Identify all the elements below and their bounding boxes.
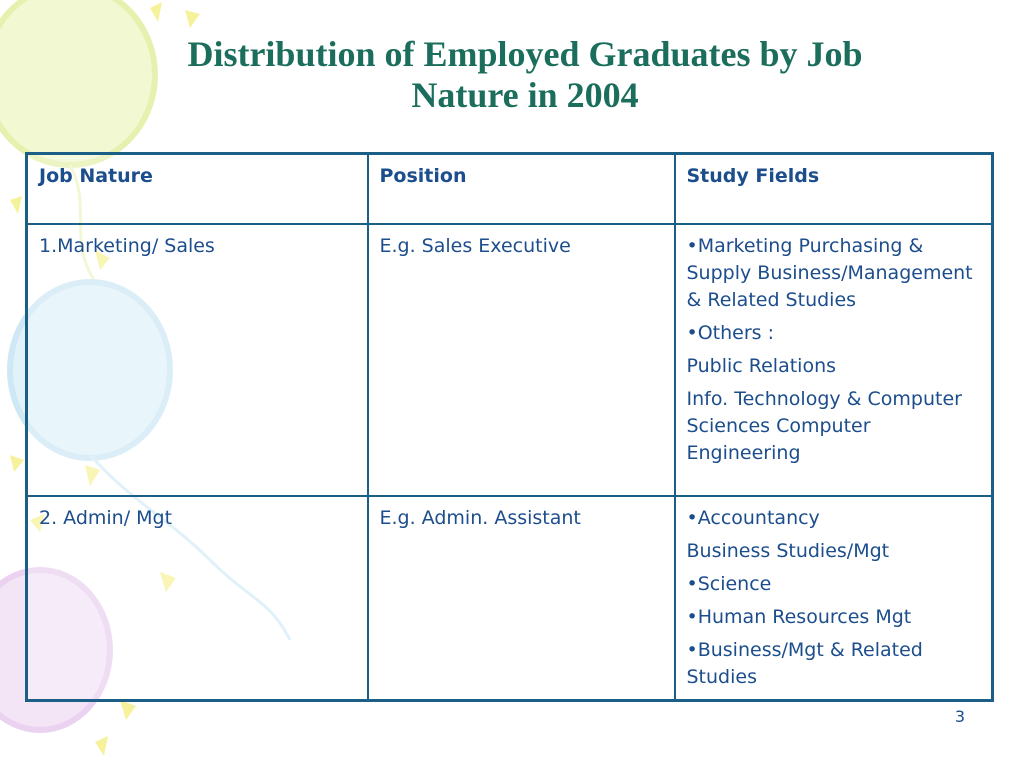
header-study-fields: Study Fields	[675, 154, 993, 224]
job-nature-table	[25, 152, 994, 702]
slide-title-line-1: Distribution of Employed Graduates by Job	[187, 34, 863, 74]
confetti-9	[120, 700, 136, 720]
header-position: Position	[368, 154, 675, 224]
study-fields-cell	[675, 224, 993, 496]
position-cell: E.g. Sales Executive	[368, 224, 675, 496]
position-cell: E.g. Admin. Assistant	[368, 496, 675, 701]
study-field-item: Business Studies/Mgt	[686, 539, 890, 562]
table-header-row	[27, 154, 993, 224]
header-job-nature: Job Nature	[27, 154, 368, 224]
study-field-item: Public Relations	[686, 354, 837, 377]
slide-title	[130, 34, 920, 116]
job-nature-cell: 1.Marketing/ Sales	[27, 224, 368, 496]
confetti-1	[150, 2, 162, 22]
confetti-10	[95, 736, 108, 756]
table-row	[27, 496, 993, 701]
study-field-item: •Others :	[686, 321, 774, 344]
study-field-item: Info. Technology & Computer Sciences Computer Engineering	[686, 387, 962, 464]
page-number: 3	[954, 707, 965, 726]
study-fields-cell	[675, 496, 993, 701]
confetti-2	[185, 10, 200, 28]
confetti-3	[10, 196, 22, 214]
study-field-item: •Business/Mgt & Related Studies	[686, 638, 923, 688]
study-field-item: •Accountancy	[686, 506, 820, 529]
confetti-5	[10, 455, 24, 472]
table-row	[27, 224, 993, 496]
study-field-item: •Human Resources Mgt	[686, 605, 912, 628]
slide-title-line-2: Nature in 2004	[411, 75, 639, 115]
job-nature-cell: 2. Admin/ Mgt	[27, 496, 368, 701]
study-field-item: •Science	[686, 572, 772, 595]
study-field-item: •Marketing Purchasing & Supply Business/Management & Related Studies	[686, 234, 973, 311]
